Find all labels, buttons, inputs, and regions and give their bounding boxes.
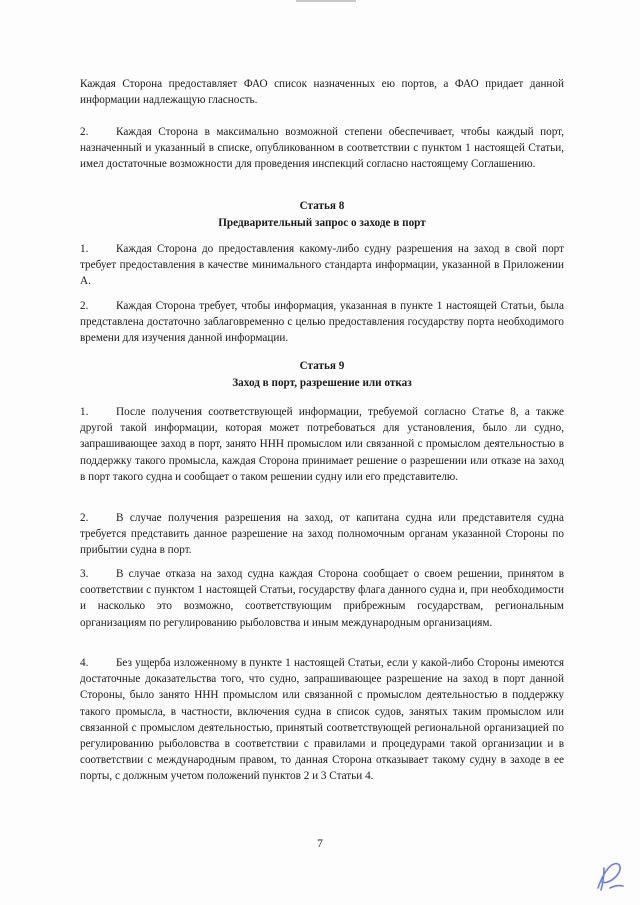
scan-edge-mark	[296, 0, 356, 2]
paragraph-art9-1	[80, 404, 564, 485]
article-8-title: Предварительный запрос о заходе в порт	[218, 217, 426, 229]
paragraph-number: 4.	[80, 657, 89, 669]
article-8-number: Статья 8	[299, 200, 345, 212]
paragraph-number: 2.	[80, 512, 89, 524]
paragraph-text: Без ущерба изложенному в пункте 1 настоящей Статьи, если у какой-либо Стороны имеются достаточные доказательства того, что судно, запрашивающее разрешение на заход в порт данной Стороны, было занято ННН промыслом или связанной с промыслом деятельностью в поддержку такого промысла, в частности, включения судна в список судов, занятых таким промыслом или связанной с промыслом деятельностью, принятый соответствующей региональной организацией по регулированию рыболовства в соответствии с правилами и процедурами такой организации и в соответствии с международным правом, то данная Сторона отказывает такому судну в заходе в ее порты, с должным учетом положений пунктов 2 и 3 Статьи 4.	[80, 657, 564, 783]
paragraph-text: В случае отказа на заход судна каждая Сторона сообщает о своем решении, принятом в соответствии с пунктом 1 настоящей Статьи, государству флага данного судна и, при необходимости и насколько это возможно, соответствующим прибрежным государствам, региональным организациям по регулированию рыболовства и иным международным организациям.	[80, 568, 564, 629]
paragraph-number: 2.	[80, 126, 89, 138]
paragraph-art8-2	[80, 298, 564, 347]
paragraph-text: Каждая Сторона требует, чтобы информация, указанная в пункте 1 настоящей Статьи, была представлена достаточно заблаговременно с целью предоставления государству порта необходимого времени для изучения данной информации.	[80, 300, 564, 345]
paragraph-number: 2.	[80, 300, 89, 312]
article-9-title: Заход в порт, разрешение или отказ	[232, 377, 412, 389]
article-9-number: Статья 9	[299, 360, 345, 372]
initials-signature-icon	[592, 858, 628, 894]
paragraph-text: Каждая Сторона до предоставления какому-либо судну разрешения на заход в свой порт требует предоставления в качестве минимального стандарта информации, указанной в Приложении А.	[80, 243, 564, 288]
paragraph-text: Каждая Сторона в максимально возможной степени обеспечивает, чтобы каждый порт, назначенный и указанный в списке, опубликованном в соответствии с пунктом 1 настоящей Статьи, имел достаточные возможности для проведения инспекций согласно настоящему Соглашению.	[80, 126, 564, 171]
paragraph-number: 1.	[80, 406, 89, 418]
paragraph-art7-intro	[80, 76, 564, 108]
paragraph-art9-3	[80, 566, 564, 631]
paragraph-art9-4	[80, 655, 564, 785]
paragraph-number: 3.	[80, 568, 89, 580]
article-9-heading	[80, 358, 564, 392]
paragraph-text: Каждая Сторона предоставляет ФАО список назначенных ею портов, а ФАО придает данной информации надлежащую гласность.	[80, 78, 564, 107]
article-8-heading	[80, 198, 564, 232]
page-number: 7	[317, 838, 323, 850]
paragraph-text: После получения соответствующей информации, требуемой согласно Статье 8, а также другой такой информации, которая может потребоваться для установления, было ли судно, запрашивающее заход в порт, занято ННН промыслом или связанной с промыслом деятельностью в поддержку такого промысла, каждая Сторона принимает решение о разрешении или отказе на заход в порт такого судна и сообщает о таком решении судну или его представителю.	[80, 406, 564, 483]
paragraph-number: 1.	[80, 243, 89, 255]
paragraph-art7-2	[80, 124, 564, 173]
paragraph-art9-2	[80, 510, 564, 559]
paragraph-text: В случае получения разрешения на заход, от капитана судна или представителя судна требуется представить данное разрешение на заход полномочным органам указанной Стороны по прибытии судна в порт.	[80, 512, 564, 557]
paragraph-art8-1	[80, 241, 564, 290]
